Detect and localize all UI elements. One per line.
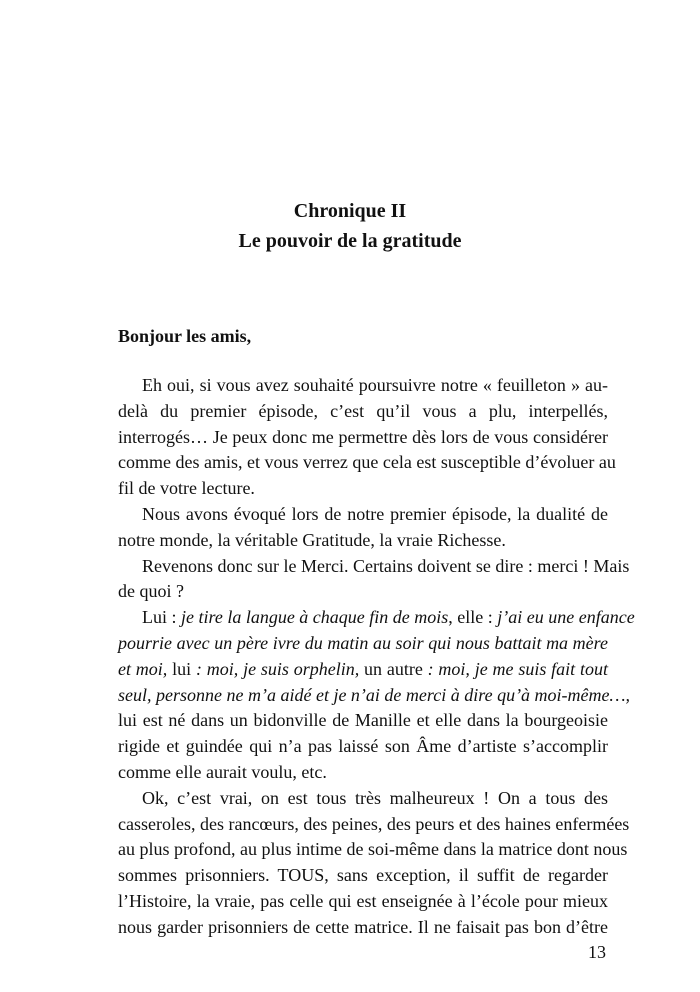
italic-text: et moi, bbox=[118, 658, 168, 679]
text-segment: comme elle aurait voulu, etc. bbox=[118, 761, 327, 782]
text-segment: fil de votre lecture. bbox=[118, 478, 255, 499]
chapter-title: Chronique II bbox=[293, 200, 407, 222]
text-segment: un autre bbox=[359, 658, 428, 679]
text-segment: casseroles, des rancœurs, des peines, des peurs et des haines enfermées bbox=[118, 813, 630, 834]
text-segment: delà du premier épisode, c’est qu’il vous a plu, interpellés, bbox=[118, 400, 608, 421]
italic-text: seul, personne ne m’a aidé et je n’ai de merci à dire qu’à moi-même…, bbox=[118, 684, 631, 705]
italic-text: pourrie avec un père ivre du matin au soir qui nous battait ma mère bbox=[118, 632, 608, 653]
text-segment: rigide et guindée qui n’a pas laissé son Âme d’artiste s’accomplir bbox=[118, 736, 608, 757]
text-line bbox=[118, 528, 608, 554]
text-line bbox=[118, 425, 608, 451]
italic-text: j’ai eu une enfance bbox=[497, 607, 635, 628]
text-segment: lui bbox=[167, 658, 196, 679]
text-segment: Lui : bbox=[142, 607, 181, 628]
text-line bbox=[118, 450, 616, 476]
italic-text: : moi, je me suis fait tout bbox=[427, 658, 608, 679]
text-line bbox=[118, 373, 608, 399]
text-segment: interrogés… Je peux donc me permettre dès lors de vous considérer bbox=[118, 426, 608, 447]
text-segment: Nous avons évoqué lors de notre premier épisode, la dualité de bbox=[142, 503, 608, 524]
text-segment: nous garder prisonniers de cette matrice. Il ne faisait pas bon d’être bbox=[118, 916, 608, 937]
italic-text: je tire la langue à chaque fin de mois bbox=[181, 607, 449, 628]
text-segment: sommes prisonniers. TOUS, sans exception, il suffit de regarder bbox=[118, 865, 608, 886]
text-line bbox=[118, 657, 608, 683]
text-line bbox=[118, 683, 631, 709]
text-segment: Revenons donc sur le Merci. Certains doivent se dire : merci ! Mais bbox=[142, 555, 630, 576]
text-line bbox=[118, 476, 608, 502]
text-line bbox=[118, 760, 608, 786]
text-segment: de quoi ? bbox=[118, 581, 184, 602]
text-line bbox=[118, 631, 608, 657]
text-line bbox=[118, 837, 628, 863]
text-segment: , elle : bbox=[448, 607, 498, 628]
body-text bbox=[118, 373, 635, 941]
text-segment: au plus profond, au plus intime de soi-même dans la matrice dont nous bbox=[118, 839, 628, 860]
text-segment: comme des amis, et vous verrez que cela est susceptible d’évoluer au bbox=[118, 452, 616, 473]
text-line bbox=[118, 863, 608, 889]
text-line bbox=[118, 915, 608, 941]
text-segment: l’Histoire, la vraie, pas celle qui est enseignée à l’école pour mieux bbox=[118, 890, 608, 911]
greeting: Bonjour les amis, bbox=[118, 326, 252, 346]
text-line bbox=[118, 734, 608, 760]
text-line bbox=[118, 605, 635, 631]
text-line bbox=[118, 502, 608, 528]
text-line bbox=[118, 786, 608, 812]
text-line bbox=[118, 812, 630, 838]
chapter-subtitle: Le pouvoir de la gratitude bbox=[238, 230, 462, 252]
text-line bbox=[118, 708, 608, 734]
text-segment: notre monde, la véritable Gratitude, la vraie Richesse. bbox=[118, 529, 506, 550]
text-segment: Eh oui, si vous avez souhaité poursuivre notre « feuilleton » au- bbox=[142, 375, 608, 395]
text-line bbox=[118, 889, 608, 915]
text-segment: lui est né dans un bidonville de Manille et elle dans la bourgeoisie bbox=[118, 710, 608, 731]
text-segment: Ok, c’est vrai, on est tous très malheureux ! On a tous des bbox=[142, 787, 608, 808]
text-line bbox=[118, 579, 608, 605]
text-line bbox=[118, 554, 630, 580]
italic-text: : moi, je suis orphelin, bbox=[195, 658, 360, 679]
text-line bbox=[118, 399, 608, 425]
page-number: 13 bbox=[588, 942, 606, 962]
